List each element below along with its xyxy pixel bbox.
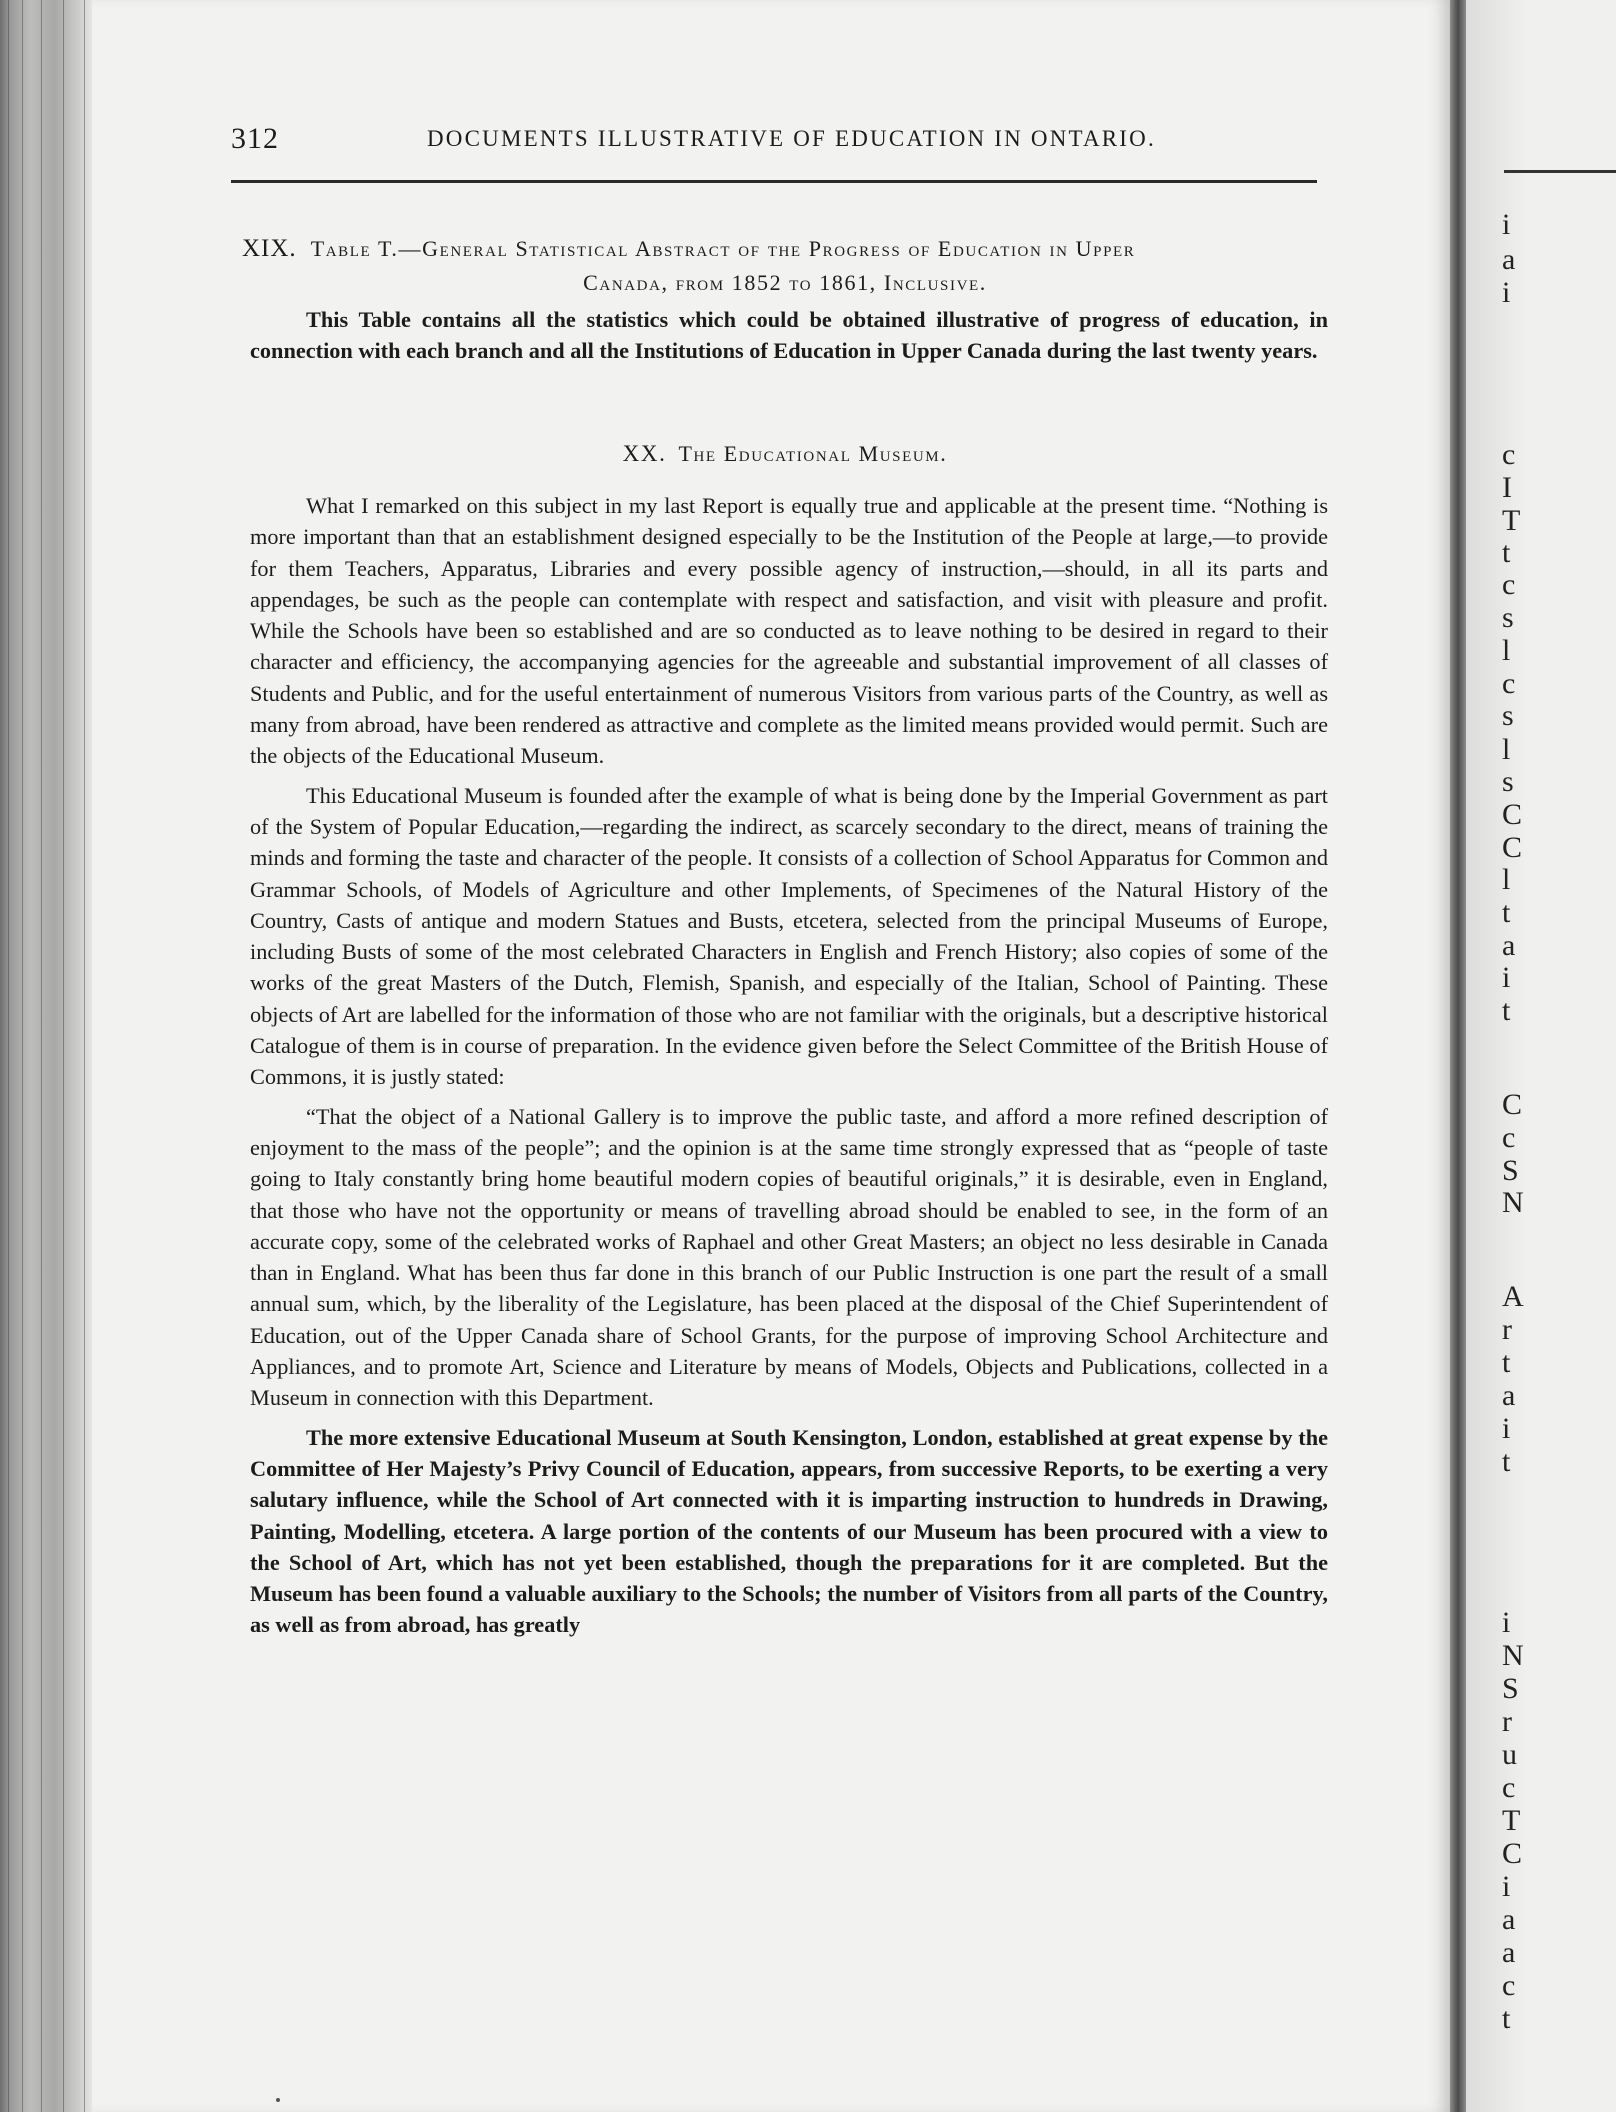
facing-page-letter: c [1502,1121,1516,1154]
facing-page-letter: a [1502,1936,1516,1969]
facing-page-letter: r [1502,1313,1512,1346]
facing-page-letter: I [1502,471,1512,504]
facing-page-letter: c [1502,1771,1516,1804]
facing-page-letter: i [1502,208,1511,241]
scan-speck [276,2098,280,2102]
facing-page-letter: i [1502,961,1511,994]
section-title-line-2: Canada, from 1852 to 1861, Inclusive. [583,270,987,295]
section-title: The Educational Museum. [678,441,948,466]
facing-page-letter: t [1502,536,1511,569]
section-heading-19 [242,232,1328,300]
facing-page-letter: s [1502,765,1514,798]
facing-page-letter: A [1502,1280,1524,1313]
facing-page-letter: t [1502,1445,1511,1478]
facing-page-letter: c [1502,1969,1516,2002]
section-number: XIX. [242,235,297,262]
section-title-line-1: Table T.—General Statistical Abstract of the Progress of Education in Upper [310,236,1136,261]
facing-page-letter: i [1502,276,1511,309]
paragraph: “That the object of a National Gallery is to improve the public taste, and afford a more refined description of enjoyment to the mass of the people”; and the opinion is at the same time strongly expressed that as “people of taste going to Italy constantly bring home beautiful modern copies of beautiful originals,” it is desirable, even in England, that those who have not the opportunity or means of travelling abroad should be enabled to see, in the form of an accurate copy, some of the celebrated works of Raphael and other Great Masters; an object no less desirable in Canada than in England. What has been thus far done in this branch of our Public Instruction is one part the result of a small annual sum, which, by the liberality of the Legislature, has been placed at the disposal of the Chief Superintendent of Education, out of the Upper Canada share of School Grants, for the purpose of improving School Architecture and Appliances, and to promote Art, Science and Literature by means of Models, Objects and Publications, collected in a Museum in connection with this Department. [250,1103,1328,1411]
facing-page-letter: i [1502,1870,1511,1903]
facing-page-letter: T [1502,504,1521,537]
section-number: XX. [622,441,667,466]
facing-page-letter: a [1502,1379,1516,1412]
facing-page-letter: r [1502,1705,1512,1738]
facing-page-edge [1466,0,1616,2112]
facing-page-letter: t [1502,1346,1511,1379]
facing-page-letter: l [1502,634,1511,667]
facing-page-letter: s [1502,699,1514,732]
paragraph: This Table contains all the statistics which could be obtained illustrative of progress of education, in connection with each branch and all the Institutions of Education in Upper Canada during the last twenty years. [250,307,1328,364]
section-20-body [250,490,1328,1649]
facing-page-rule [1504,170,1616,173]
paragraph: This Educational Museum is founded after the example of what is being done by the Imperial Government as part of the System of Popular Education,—regarding the indirect, as scarcely secondary to the direct, means of training the minds and forming the taste and character of the people. It consists of a collection of School Apparatus for Common and Grammar Schools, of Models of Agriculture and other Implements, of Specimenes of the Natural History of the Country, Casts of antique and modern Statues and Busts, etcetera, selected from the principal Museums of Europe, including Busts of some of the most celebrated Characters in English and French History; also copies of some of the works of the great Masters of the Dutch, Flemish, Spanish, and especially of the Italian, School of Painting. These objects of Art are labelled for the information of those who are not familiar with the originals, but a descriptive historical Catalogue of them is in course of preparation. In the evidence given before the Select Committee of the British House of Commons, it is justly stated: [250,782,1328,1090]
facing-page-letter: l [1502,733,1511,766]
facing-page-letter: T [1502,1804,1521,1837]
facing-page-letter: i [1502,1412,1511,1445]
facing-page-letter: i [1502,1606,1511,1639]
facing-page-letter: l [1502,863,1511,896]
facing-page-letter: N [1502,1186,1524,1219]
facing-page-letter: c [1502,667,1516,700]
header-rule [231,180,1317,183]
facing-page-letter: S [1502,1672,1519,1705]
facing-page-letter: c [1502,438,1516,471]
facing-page-letter: C [1502,1837,1523,1870]
facing-page-letter: S [1502,1154,1519,1187]
facing-page-letter: C [1502,831,1523,864]
page-number: 312 [231,122,279,155]
section-19-body [250,304,1328,375]
facing-page-letter: s [1502,601,1514,634]
facing-page-letter: t [1502,896,1511,929]
facing-page-letter: t [1502,994,1511,1027]
page-header [231,122,1331,162]
running-title: DOCUMENTS ILLUSTRATIVE OF EDUCATION IN ONTARIO. [427,126,1156,151]
facing-page-letter: C [1502,1088,1523,1121]
paragraph: What I remarked on this subject in my last Report is equally true and applicable at the present time. “Nothing is more important than that an establishment designed especially to be the Institution of the People at large,—to provide for them Teachers, Apparatus, Libraries and every possible agency of instruction,—should, in all its parts and appendages, be such as the people can contemplate with respect and satisfaction, and visit with pleasure and profit. While the Schools have been so established and are so conducted as to leave nothing to be desired in regard to their character and efficiency, the accompanying agencies for the agreeable and substantial improvement of all classes of Students and Public, and for the useful entertainment of numerous Visitors from various parts of the Country, as well as many from abroad, have been rendered as attractive and complete as the limited means provided would permit. Such are the objects of the Educational Museum. [250,493,1328,769]
facing-page-letter: u [1502,1738,1517,1771]
facing-page-letter: t [1502,2002,1511,2035]
section-heading-20 [242,437,1328,471]
paragraph: The more extensive Educational Museum at South Kensington, London, established at great expense by the Committee of Her Majesty’s Privy Council of Education, appears, from successive Reports, to be exerting a very salutary influence, while the School of Art connected with it is imparting instruction to hundreds in Drawing, Painting, Modelling, etcetera. A large portion of the contents of our Museum has been procured with a view to the School of Art, which has not yet been established, though the preparations for it are completed. But the Museum has been found a valuable auxiliary to the Schools; the number of Visitors from all parts of the Country, as well as from abroad, has greatly [250,1424,1328,1638]
facing-page-letter: a [1502,1903,1516,1936]
facing-page-letter: a [1502,243,1516,276]
facing-page-letter: a [1502,929,1516,962]
facing-page-letter: C [1502,798,1523,831]
facing-page-letter: N [1502,1639,1524,1672]
facing-page-letter: c [1502,568,1516,601]
book-binding-edge [0,0,92,2112]
page-gutter [1450,0,1466,2112]
